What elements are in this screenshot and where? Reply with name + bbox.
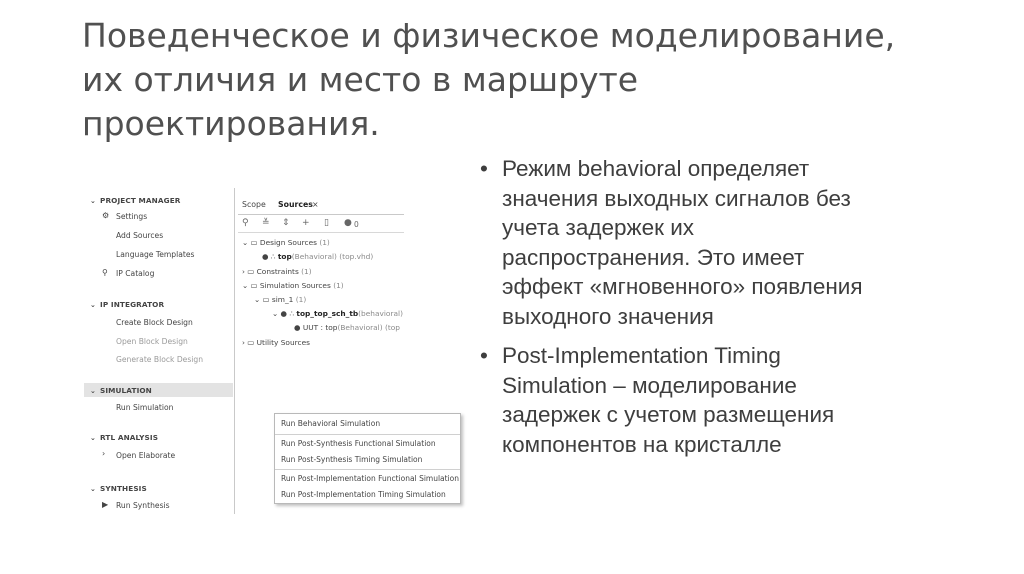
nav-open-elaborated[interactable]: Open Elaborate: [116, 451, 176, 460]
bullet-line: Simulation – моделирование: [502, 372, 797, 398]
tree-utility-sources[interactable]: › ▭ Utility Sources: [242, 338, 310, 347]
tree-top[interactable]: ● ∴ top(Behavioral) (top.vhd): [262, 252, 374, 261]
chevron-down-icon: ⌄: [90, 387, 96, 395]
bullet-line: Режим behavioral определяет: [502, 156, 810, 181]
chevron-down-icon: ⌄: [90, 301, 96, 309]
bullet-post-implementation: [478, 341, 998, 459]
bullet-line: эффект «мгновенного» появления: [502, 274, 863, 299]
chevron-down-icon: ⌄: [90, 197, 96, 205]
section-synthesis[interactable]: ⌄ SYNTHESIS: [90, 484, 147, 493]
flow-navigator: [84, 188, 235, 514]
menu-item-run-behavioral-simulation[interactable]: Run Behavioral Simulation: [281, 419, 381, 428]
play-icon: ▶: [102, 500, 109, 509]
bullet-marker: •: [480, 343, 488, 368]
bullet-behavioral: [478, 154, 998, 331]
vivado-screenshot: [84, 188, 460, 518]
collapse-all-icon[interactable]: ≚: [262, 218, 270, 228]
document-icon[interactable]: ▯: [324, 218, 329, 228]
tree-design-sources[interactable]: ⌄ ▭ Design Sources (1): [242, 238, 330, 247]
nav-create-block-design[interactable]: Create Block Design: [116, 318, 193, 327]
close-icon[interactable]: ×: [312, 200, 319, 209]
bullet-line: Post-Implementation Timing: [502, 343, 781, 368]
nav-generate-block-design[interactable]: Generate Block Design: [116, 355, 204, 364]
bullet-list: [478, 154, 998, 469]
tree-testbench[interactable]: ⌄ ● ∴ top_top_sch_tb(behavioral): [272, 309, 403, 318]
chevron-down-icon: ⌄: [90, 434, 96, 442]
menu-separator: [275, 434, 460, 435]
expand-all-icon[interactable]: ⇕: [282, 218, 290, 228]
section-rtl-analysis[interactable]: ⌄ RTL ANALYSIS: [90, 433, 159, 442]
menu-item-post-synthesis-functional[interactable]: Run Post-Synthesis Functional Simulation: [281, 439, 436, 448]
menu-separator: [275, 469, 460, 470]
ip-catalog-icon: ⚲: [102, 268, 108, 277]
tab-sources[interactable]: Sources: [278, 200, 313, 209]
bullet-line: распространения. Это имеет: [502, 244, 805, 270]
tree-constraints[interactable]: › ▭ Constraints (1): [242, 267, 312, 276]
tree-uut[interactable]: ● UUT : top(Behavioral) (top: [294, 323, 400, 332]
section-simulation[interactable]: ⌄ SIMULATION: [90, 386, 152, 395]
nav-settings[interactable]: Settings: [116, 212, 148, 221]
menu-item-post-synthesis-timing[interactable]: Run Post-Synthesis Timing Simulation: [281, 455, 423, 464]
gear-icon: ⚙: [102, 211, 110, 220]
section-project-manager[interactable]: ⌄ PROJECT MANAGER: [90, 196, 181, 205]
slide-title-line: Поведенческое и физическое моделирование,: [82, 16, 896, 55]
sources-panel: [238, 196, 404, 356]
slide-title-line: их отличия и место в маршруте: [82, 60, 639, 99]
nav-open-block-design[interactable]: Open Block Design: [116, 337, 188, 346]
nav-run-simulation[interactable]: Run Simulation: [116, 403, 174, 412]
bullet-line: значения выходных сигналов без: [502, 185, 851, 211]
status-icon: ●: [344, 218, 352, 228]
section-ip-integrator[interactable]: ⌄ IP INTEGRATOR: [90, 300, 165, 309]
sources-toolbar: [238, 218, 404, 233]
bullet-line: учета задержек их: [502, 215, 695, 240]
tree-sim-1[interactable]: ⌄ ▭ sim_1 (1): [254, 295, 307, 304]
slide-title: [82, 14, 962, 146]
bullet-line: выходного значения: [502, 303, 714, 329]
run-simulation-menu: [274, 413, 461, 504]
nav-ip-catalog[interactable]: IP Catalog: [116, 269, 155, 278]
bullet-line: задержек с учетом размещения: [502, 402, 835, 427]
bullet-line: компонентов на кристалле: [502, 431, 782, 457]
tree-simulation-sources[interactable]: ⌄ ▭ Simulation Sources (1): [242, 281, 344, 290]
menu-item-post-implementation-functional[interactable]: Run Post-Implementation Functional Simulation: [281, 474, 460, 483]
count-badge: 0: [354, 220, 359, 229]
nav-language-templates[interactable]: Language Templates: [116, 250, 195, 259]
add-icon[interactable]: +: [302, 218, 310, 228]
chevron-down-icon: ⌄: [90, 485, 96, 493]
sources-tabs: [238, 196, 404, 215]
menu-item-post-implementation-timing[interactable]: Run Post-Implementation Timing Simulation: [281, 490, 446, 499]
search-icon[interactable]: ⚲: [242, 218, 249, 228]
nav-add-sources[interactable]: Add Sources: [116, 231, 164, 240]
tab-scope[interactable]: Scope: [242, 200, 266, 209]
slide-title-line: проектирования.: [82, 104, 380, 143]
nav-run-synthesis[interactable]: Run Synthesis: [116, 501, 170, 510]
chevron-right-icon: ›: [102, 449, 106, 458]
bullet-marker: •: [480, 156, 488, 181]
